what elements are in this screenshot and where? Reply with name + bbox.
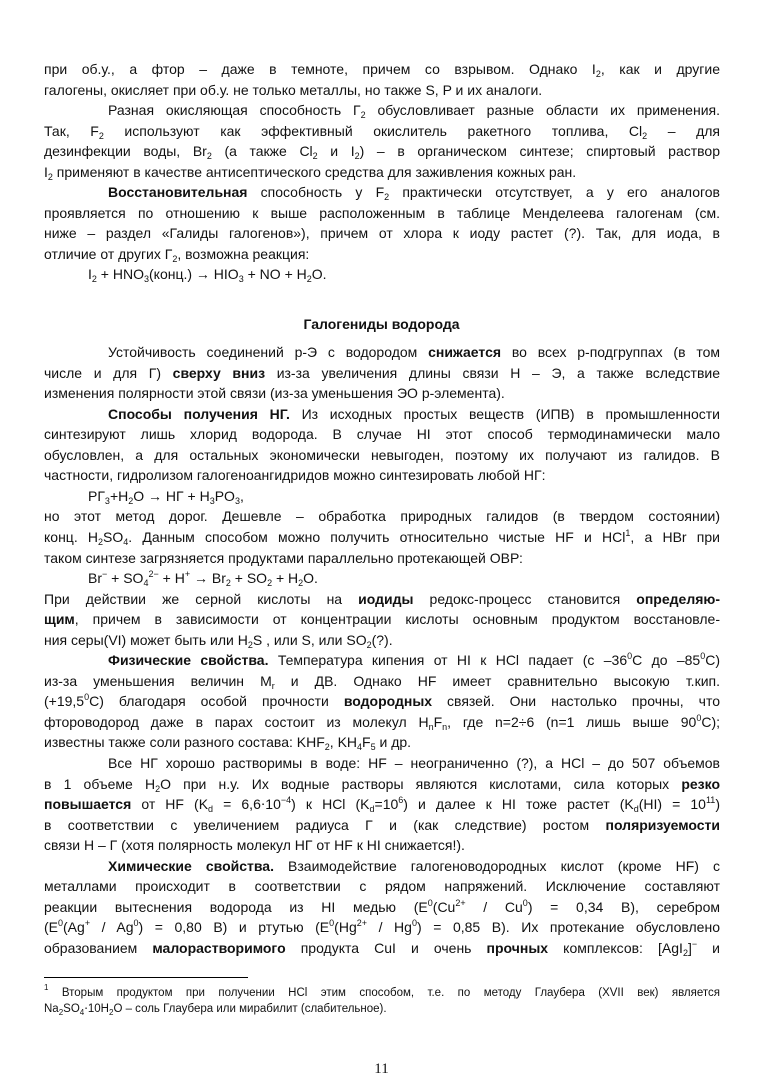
text-run: → Br [190,570,226,587]
text-run: ) = 0,34 В), серебром [527,898,720,915]
text-line [44,672,720,690]
text-line [44,857,720,875]
text-run: продукта CuI и очень [285,939,487,956]
subscript: 2 [306,274,312,284]
subscript: 3 [209,495,215,506]
text-run: (а также Cl [211,143,313,159]
subscript: d [369,804,375,815]
text-run: обусловливает разные области их применения. [365,102,720,118]
text-run: + H [158,570,185,587]
text-line [44,122,720,140]
bold-text: определяю- [636,590,720,607]
text-run: O → НГ + H [133,487,210,504]
text-line [44,425,720,443]
text-run: металлами происходит в соответствии с рядом напряжений. Исключение составляют [44,878,720,895]
text-run: образованием [44,939,153,956]
bold-text: Способы получения НГ. [108,405,290,422]
text-run: (Hg [334,919,357,936]
superscript: + [184,569,191,580]
text-line [44,692,720,710]
superscript: 0 [696,712,702,723]
text-run: ) [715,796,720,813]
text-run: и I [317,143,355,159]
text-run: частности, гидролизом галогеноангидридов можно синтезировать любой НГ: [44,467,546,484]
subscript: 2 [354,151,360,161]
text-run: конц. H [44,528,99,545]
text-line [44,528,720,546]
text-run: + SO [230,570,268,587]
text-run: (HI) = 10 [638,796,706,813]
text-line [44,713,720,731]
text-line [44,224,720,242]
text-run: / Ag [90,919,134,936]
text-run: Все НГ хорошо растворимы в воде: HF – неограниченно (?), а HCl – до 507 объемов [108,755,720,771]
text-run: известны также соли разного состава: KHF [44,734,325,751]
text-line [44,81,720,99]
text-line [44,733,720,751]
subscript: 3 [104,495,110,506]
text-run: + NO + H [243,266,307,282]
text-run: но этот метод дорог. Дешевле – обработка природных галидов (в твердом состоянии) [44,508,720,525]
subscript: 2 [128,495,134,506]
text-run: ) – в органическом синтезе; спиртовый раствор [359,143,720,159]
text-run: Разная окисляющая способность Г [108,102,361,118]
text-run: дезинфекции воды, Br [44,143,207,159]
superscript: 2+ [455,897,466,908]
bold-text: Физические свойства. [108,652,269,669]
text-run: PГ [88,487,105,504]
text-line [44,343,720,361]
text-line [44,204,720,222]
text-line [44,754,720,772]
text-run: числе и для Г) [44,364,173,381]
text-run: во всех p-подгруппах (в том [501,344,720,360]
subscript: 2 [206,151,212,161]
text-run: C); [701,713,720,730]
bold-text: Восстановительная [108,184,248,200]
superscript: 2+ [356,918,367,929]
superscript: 0 [700,651,706,662]
text-run: Температура кипения от HI к HCl падает (с –36 [268,652,628,669]
text-run: Так, F [44,122,99,139]
text-run: , причем в зависимости от концентрации кислоты основным продуктом восстановле- [74,611,720,628]
text-line [44,775,720,793]
bold-text: водородных [343,693,433,710]
subscript: d [208,804,214,815]
text-run: ниже – раздел «Галиды галогенов»), причем от хлора к иоду растет (?). Так, для иода, в [44,225,720,241]
text-run: PO [214,487,235,504]
superscript: 2− [148,569,159,580]
superscript: 1 [44,983,49,992]
text-line [44,877,720,895]
subscript: 2 [298,578,304,589]
subscript: 3 [234,495,240,506]
text-line [44,898,720,916]
text-line [44,446,720,464]
text-run: O. [311,266,327,282]
subscript: 3 [143,274,149,284]
superscript: − [102,569,108,580]
subscript: d [633,804,639,815]
superscript: 6 [398,795,404,806]
text-line [44,816,720,834]
text-line [44,265,720,283]
text-run: O. [303,570,318,587]
text-run: , [239,487,244,504]
text-run: ) = 0,85 В). Их протекание обусловлено [416,919,720,936]
subscript: 2 [682,947,688,958]
bold-text: щим [44,611,75,628]
text-run: C) [705,652,721,669]
text-run: / Cu [465,898,523,915]
text-run: I [88,266,92,282]
text-run: . Данным способом можно получить относительно чистые HF и HCl [128,528,626,545]
text-run: (Ag [63,919,85,936]
text-run: , KH [329,734,358,751]
superscript: −4 [280,795,292,806]
text-run: редокс-процесс становится [413,590,637,607]
subscript: 2 [47,171,53,182]
text-line [44,569,720,587]
superscript: + [84,918,91,929]
text-run: и др. [375,734,412,751]
bold-text: иодиды [358,590,414,607]
bold-text: повышается [44,796,132,813]
subscript: 3 [238,274,244,284]
subscript: 4 [357,742,363,753]
footnote-line [44,1002,720,1016]
text-line [44,163,720,181]
text-run: проявляется по отношению к выше расположенным в таблице Менделеева галогенам (см. [44,204,720,221]
text-run: , возможна реакция: [177,245,310,262]
text-run: , а HBr при [630,528,720,545]
text-line [44,610,720,628]
bold-text: снижается [428,344,502,360]
subscript: 2 [98,536,104,547]
superscript: − [691,938,698,949]
text-run: (+19,5 [44,693,85,710]
text-run: практически отсутствует, а у его аналогов [389,184,720,200]
text-run: SO [63,1003,80,1015]
subscript: 2 [595,69,601,79]
superscript: 0 [627,651,633,662]
subscript: 4 [143,578,149,589]
superscript: 0 [522,897,528,908]
text-run: способность у F [247,184,385,200]
text-run: (Cu [432,898,456,915]
text-run: обусловлен, а для остальных экономически невыгоден, поэтому их получают из галидов. В [44,446,720,463]
subscript: 2 [172,253,178,264]
text-run: +H [109,487,129,504]
superscript: 0 [133,918,139,929]
bold-text: резко [681,775,720,792]
text-line [44,364,720,382]
subscript: 2 [247,639,253,650]
text-run: синтезируют лишь хлорид водорода. В случае HI этот способ термодинамически мало [44,426,720,443]
text-run: / Hg [367,919,412,936]
subscript: 4 [123,536,129,547]
subscript: 2 [312,151,318,161]
subscript: 2 [91,274,97,284]
page-number: 11 [374,1061,389,1077]
subscript: 2 [324,742,330,753]
subscript: r [271,680,275,691]
text-line [44,549,720,567]
text-run: в соответствии с увеличением радиуса Г и (как следствие) ростом [44,816,606,833]
text-line [44,590,720,608]
text-run: При действии же серной кислоты на [44,590,359,607]
text-run: из-за увеличения длины связи H – Э, а также вследствие [265,364,720,381]
text-run: комплексов: [AgI [548,939,683,956]
footnote-line [44,983,720,1000]
bold-text: прочных [486,939,549,956]
subscript: 2 [267,578,273,589]
subscript: 2 [360,110,366,120]
text-line [44,918,720,936]
text-run: SO [103,528,124,545]
text-line [44,836,720,854]
text-run: реакции вытеснения водорода из HI медью (E [44,898,428,915]
text-run: O – соль Глаубера или мирабилит (слабительное). [113,1003,387,1015]
text-line [44,507,720,525]
text-run: связей. Они настолько прочны, что [432,693,720,710]
text-run: Na [44,1003,59,1015]
text-run: = 6,6⋅10 [213,796,281,813]
text-run: таком синтезе загрязняется продуктами параллельно протекающей ОВР: [44,549,523,566]
text-line [44,795,720,813]
text-run: ) к HCl (K [291,796,370,813]
text-run: и ДВ. Однако HF имеет сравнительно высокую т.кип. [274,672,720,689]
text-line [44,384,720,402]
text-run: при об.у., а фтор – даже в темноте, причем со взрывом. Однако I [44,61,596,77]
subscript: 5 [370,742,376,753]
text-run: Вторым продуктом при получении HCl этим способом, т.е. по методу Глаубера (XVII век) является [48,987,720,999]
subscript: 2 [98,130,104,141]
text-run: от HF (K [131,796,209,813]
text-run: из-за уменьшения величин M [44,672,272,689]
text-run: используют как эффективный окислитель ракетного топлива, Cl [103,122,643,139]
text-run: , как и другие [600,61,721,77]
superscript: 0 [411,918,417,929]
text-run: галогены, окисляет при об.у. не только металлы, но также S, P и их аналоги. [44,81,543,98]
text-line [44,183,720,201]
bold-text: сверху вниз [172,364,266,381]
text-run: + SO [107,570,144,587]
text-line [44,939,720,957]
text-run: отличие от других Г [44,245,173,262]
text-run: Устойчивость соединений p-Э с водородом [108,344,429,360]
text-run: Br [88,570,102,587]
subscript: 2 [109,1008,114,1017]
text-run: (?). [371,631,393,648]
section-heading: Галогениды водорода [303,316,460,332]
text-run: F [362,734,371,751]
text-run: + H [272,570,299,587]
text-run: F [433,713,443,730]
text-run: применяют в качестве антисептического средства для заживления кожных ран. [52,163,577,180]
text-run: , где n=2÷6 (n=1 лишь выше 90 [447,713,697,730]
text-run: и [697,939,721,956]
subscript: 4 [79,1008,85,1017]
subscript: 2 [58,1008,64,1017]
text-run: (E [44,919,58,936]
text-run: + HNO [96,266,144,282]
superscript: 0 [427,897,433,908]
text-run: ) = 0,80 В) и ртутью (E [138,919,330,936]
text-line [44,101,720,119]
text-run: Из исходных простых веществ (ИПВ) в промышленности [289,405,721,422]
superscript: 0 [58,918,64,929]
text-line [44,651,720,669]
text-line [44,245,720,263]
subscript: 2 [155,783,161,794]
text-line [44,487,720,505]
text-run: C) благодаря особой прочности [89,693,344,710]
text-line [44,631,720,649]
text-run: изменения полярности этой связи (из-за уменьшения ЭО p-элемента). [44,385,505,402]
subscript: 2 [384,192,390,202]
text-line [44,466,720,484]
subscript: 2 [225,578,231,589]
text-run: I [44,163,48,180]
text-run: ⋅10H [84,1003,109,1015]
footnote-divider [44,977,248,978]
subscript: 2 [642,130,648,141]
superscript: 0 [329,918,335,929]
text-line [44,405,720,423]
bold-text: малорастворимого [152,939,286,956]
text-run: в 1 объеме H [44,775,156,792]
subscript: 2 [366,639,372,650]
text-run: O при н.у. Их водные растворы являются кислотами, сила которых [160,775,682,792]
text-run: Взаимодействие галогеноводородных кислот (кроме HF) с [273,857,720,874]
text-run: C до –85 [632,652,701,669]
text-run: (конц.) → HIO [149,266,239,282]
text-run: =10 [374,796,399,813]
text-run: S , или S, или SO [252,631,367,648]
text-run: ] [687,939,692,956]
bold-text: Химические свойства. [108,857,274,874]
text-run: ) и далее к HI тоже растет (K [403,796,634,813]
text-run: ния серы(VI) может быть или H [44,631,248,648]
superscript: 1 [625,527,631,538]
text-run: связи H – Г (хотя полярность молекул НГ от HF к HI снижается!). [44,837,465,854]
text-line [44,142,720,160]
subscript: n [442,721,448,732]
text-run: – для [647,122,720,139]
bold-text: поляризуемости [605,816,720,833]
text-line [44,60,720,78]
superscript: 11 [705,795,716,806]
superscript: 0 [84,692,90,703]
subscript: n [428,721,434,732]
text-run: фтороводород даже в парах состоит из молекул H [44,713,429,730]
